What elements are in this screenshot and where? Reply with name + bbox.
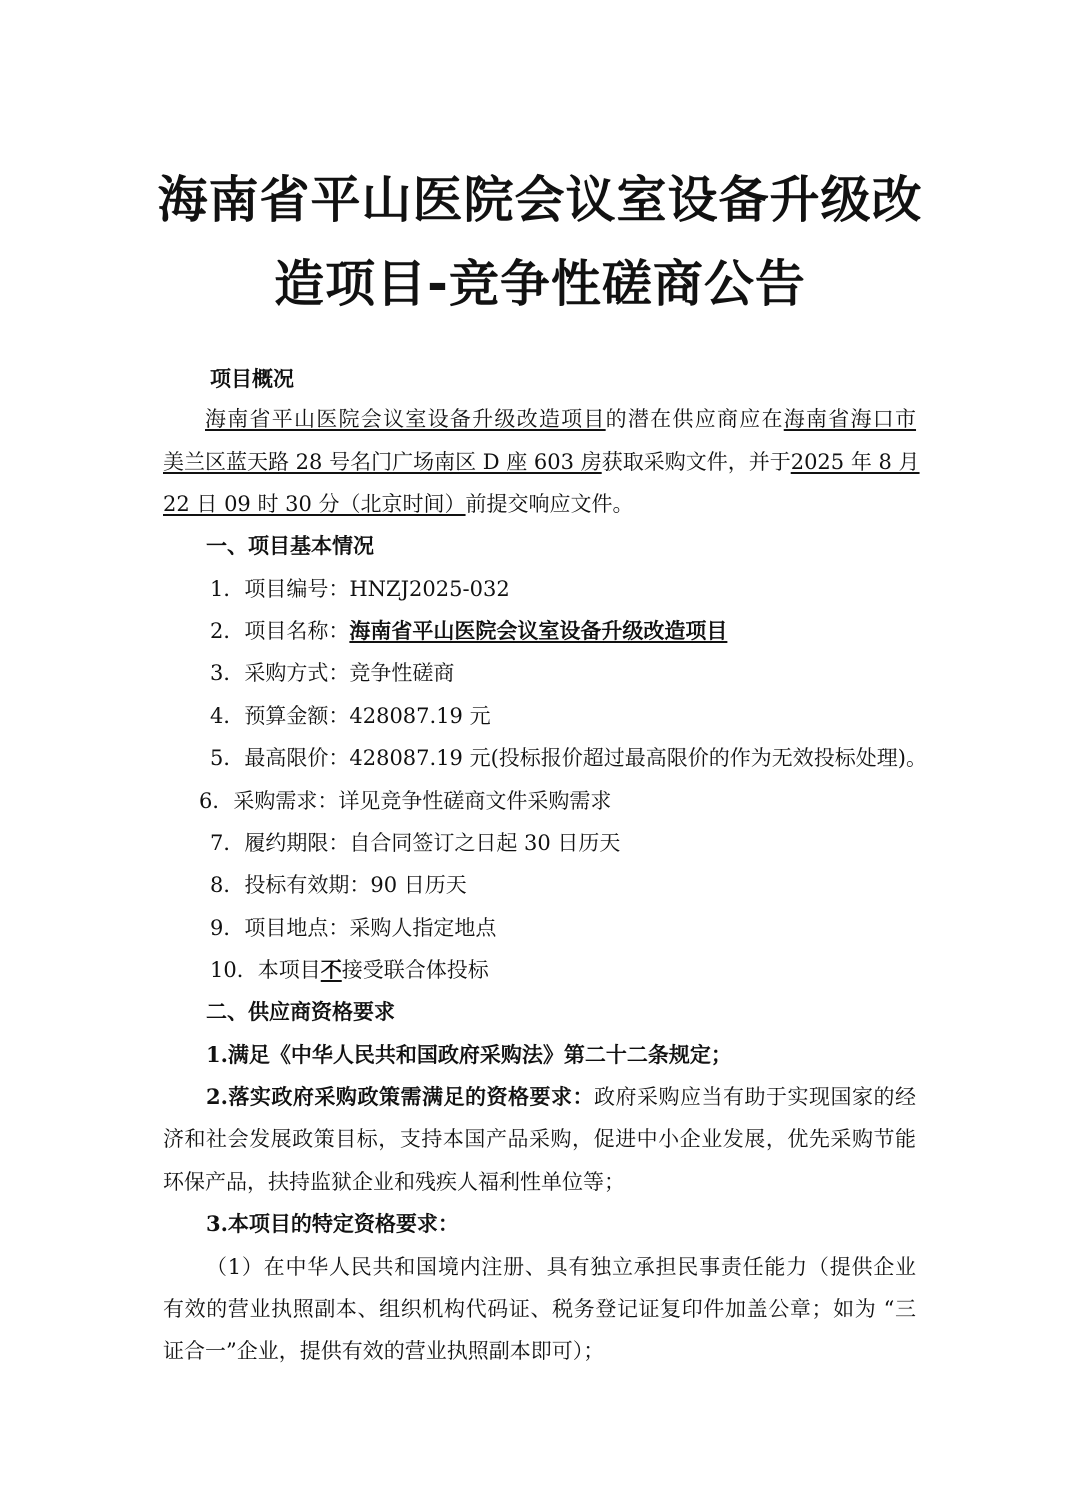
- item-bid-validity: 8．投标有效期：90 日历天: [210, 873, 467, 897]
- overview-project-name: 海南省平山医院会议室设备升级改造项目: [205, 407, 606, 431]
- requirement-2-heading: 2.落实政府采购政策需满足的资格要求：: [206, 1084, 594, 1109]
- requirement-3-heading: 3.本项目的特定资格要求：: [206, 1211, 459, 1236]
- item-budget: 4．预算金额：428087.19 元: [210, 704, 491, 728]
- item-project-name-value: 海南省平山医院会议室设备升级改造项目: [349, 618, 728, 643]
- item-consortium-text: 10．本项目: [210, 958, 321, 982]
- overview-paragraph-line-3: [163, 489, 634, 519]
- item-procurement-requirement: 6．采购需求：详见竞争性磋商文件采购需求: [199, 789, 612, 813]
- overview-text: 的潜在供应商应在: [605, 407, 784, 431]
- overview-deadline-part-1: 2025 年 8 月: [790, 450, 920, 474]
- item-project-location: 9．项目地点：采购人指定地点: [210, 916, 497, 940]
- item-consortium-not: 不: [320, 957, 342, 982]
- item-consortium: [210, 955, 489, 985]
- requirement-3-item-1-line-2: 有效的营业执照副本、组织机构代码证、税务登记证复印件加盖公章；如为 “三: [163, 1297, 916, 1321]
- item-max-price: 5．最高限价：428087.19 元(投标报价超过最高限价的作为无效投标处理)。: [210, 746, 927, 770]
- document-title-line-1: 海南省平山医院会议室设备升级改: [157, 171, 923, 229]
- overview-address-part-2: 美兰区蓝天路 28 号名门广场南区 D 座 603 房: [163, 450, 602, 474]
- overview-deadline-part-2: 22 日 09 时 30 分（北京时间）: [163, 492, 466, 516]
- overview-text: 前提交响应文件。: [465, 492, 634, 516]
- item-performance-period: 7．履约期限：自合同签订之日起 30 日历天: [210, 831, 621, 855]
- requirement-1: 1.满足《中华人民共和国政府采购法》第二十二条规定；: [206, 1042, 732, 1067]
- requirement-3-item-1-line-3: 证合一”企业，提供有效的营业执照副本即可）；: [163, 1339, 605, 1363]
- section-2-heading: 二、供应商资格要求: [206, 999, 395, 1024]
- item-project-number: 1．项目编号：HNZJ2025-032: [210, 577, 510, 601]
- overview-paragraph-line-1: [205, 404, 916, 434]
- requirement-2-line-2: 济和社会发展政策目标，支持本国产品采购，促进中小企业发展，优先采购节能: [163, 1127, 916, 1151]
- overview-heading: 项目概况: [210, 366, 294, 391]
- item-procurement-method: 3．采购方式：竞争性磋商: [210, 661, 455, 685]
- requirement-2-text: 政府采购应当有助于实现国家的经: [593, 1085, 917, 1109]
- item-project-name-label: 2．项目名称：: [210, 619, 350, 643]
- section-1-heading: 一、项目基本情况: [206, 533, 374, 558]
- document-title-line-2: 造项目-竞争性磋商公告: [274, 255, 806, 313]
- overview-paragraph-line-2: [163, 447, 920, 477]
- requirement-2-line-3: 环保产品，扶持监狱企业和残疾人福利性单位等；: [163, 1170, 625, 1194]
- overview-address-part-1: 海南省海口市: [783, 407, 917, 431]
- item-consortium-text: 接受联合体投标: [341, 958, 489, 982]
- requirement-3-item-1-line-1: （1）在中华人民共和国境内注册、具有独立承担民事责任能力（提供企业: [206, 1255, 916, 1279]
- requirement-2-line-1: [206, 1082, 916, 1112]
- item-project-name: [210, 616, 727, 646]
- overview-text: 获取采购文件，并于: [601, 450, 791, 474]
